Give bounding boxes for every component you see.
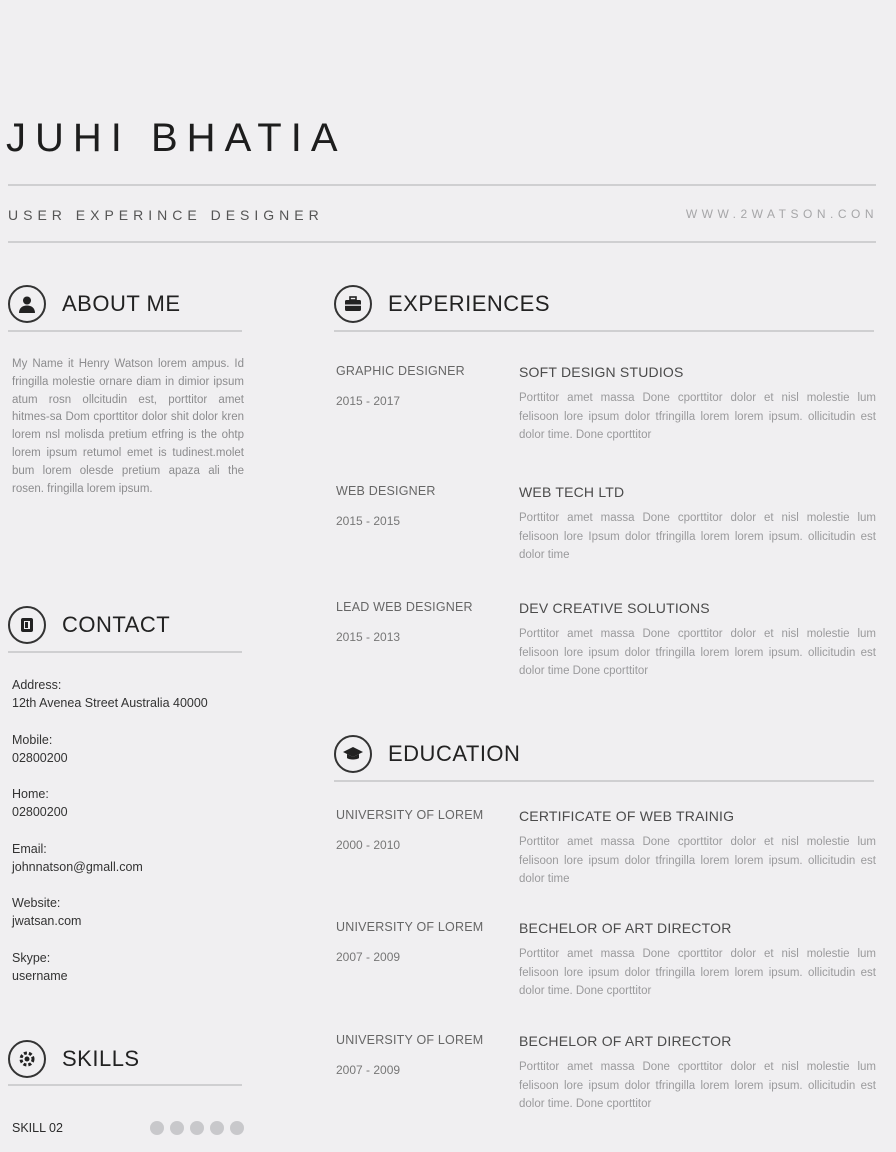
entry-desc: Porttitor amet massa Done cporttitor dolor et nisl molestie lum felisoon lore ipsum dolor tfringilla lorem lorem ipsum. ollicitudin est dolor time — [519, 836, 876, 885]
divider — [8, 241, 876, 243]
entry-role: UNIVERSITY OF LOREM — [336, 1033, 484, 1047]
contact-value: 12th Avenea Street Australia 40000 — [12, 696, 208, 710]
entry-dates: 2015 - 2017 — [336, 394, 401, 408]
contact-value[interactable]: johnnatson@gmall.com — [12, 859, 143, 874]
person-name: JUHI BHATIA — [6, 116, 347, 160]
rating-dot — [150, 1121, 164, 1135]
entry-role: UNIVERSITY OF LOREM — [336, 808, 484, 822]
contact-value: 02800200 — [12, 750, 68, 765]
entry-role: UNIVERSITY OF LOREM — [336, 920, 484, 934]
entry-dates: 2000 - 2010 — [336, 838, 401, 852]
contact-email — [12, 840, 252, 895]
about-heading — [8, 285, 181, 323]
entry-org: SOFT DESIGN STUDIOS — [519, 364, 684, 380]
entry-desc: Porttitor amet massa Done cporttitor dolor et nisl molestie lum felisoon lore ipsum dolor tfringilla lorem lorem ipsum. ollicitudin est dolor time. Done cporttitor — [519, 392, 876, 441]
entry-role: WEB DESIGNER — [336, 484, 436, 498]
divider — [8, 1084, 242, 1086]
contact-label: Home: — [12, 787, 49, 801]
website-link[interactable]: WWW.2WATSON.CON — [685, 207, 878, 221]
divider — [8, 651, 242, 653]
skills-title: SKILLS — [62, 1046, 140, 1071]
about-title: ABOUT ME — [62, 291, 181, 316]
entry-role: GRAPHIC DESIGNER — [336, 364, 465, 378]
contact-value[interactable]: jwatsan.com — [12, 914, 82, 928]
divider — [334, 330, 874, 332]
user-icon — [8, 285, 46, 323]
rating-dot — [190, 1121, 204, 1135]
rating-dot — [230, 1121, 244, 1135]
entry-dates: 2007 - 2009 — [336, 950, 401, 964]
contact-title: CONTACT — [62, 612, 171, 637]
contact-mobile — [12, 731, 252, 786]
experiences-heading — [334, 285, 550, 323]
skill-rating — [150, 1121, 244, 1135]
entry-desc: Porttitor amet massa Done cporttitor dolor et nisl molestie lum felisoon lore ipsum dolor tfringilla lorem lorem ipsum. ollicitudin est dolor time. Done cporttitor — [519, 948, 876, 997]
briefcase-icon — [334, 285, 372, 323]
contact-heading — [8, 606, 170, 644]
divider — [334, 780, 874, 782]
gear-icon — [8, 1040, 46, 1078]
entry-desc: Porttitor amet massa Done cporttitor dolor et nisl molestie lum felisoon lore ipsum dolor tfringilla lorem lorem ipsum. ollicitudin est dolor time Done cporttitor — [519, 628, 876, 677]
contact-value: 02800200 — [12, 805, 68, 819]
contact-skype — [12, 949, 252, 1004]
contact-address — [12, 676, 252, 731]
about-text: My Name it Henry Watson lorem ampus. Id fringilla molestie ornare diam in dimior ipsum atum rosn ollcitudin est, porttitor amet hitmes-sa Dom cporttitor dolor shit dolor kren lorem nsl molisda pretium etfring is the ohtp lorem ipsum retumol emet is tudinest.molet bum lorem olesde pretium apaza ali the rosen. fringilla lorem ipsum. — [12, 358, 244, 495]
entry-org: BECHELOR OF ART DIRECTOR — [519, 1033, 732, 1049]
contact-label: Skype: — [12, 950, 51, 965]
rating-dot — [210, 1121, 224, 1135]
graduation-cap-icon — [334, 735, 372, 773]
contact-label: Address: — [12, 678, 62, 692]
phone-icon — [8, 606, 46, 644]
skills-heading — [8, 1040, 140, 1078]
education-heading — [334, 735, 520, 773]
experiences-title: EXPERIENCES — [388, 291, 550, 316]
contact-list — [12, 676, 252, 1003]
entry-role: LEAD WEB DESIGNER — [336, 600, 473, 614]
contact-label: Mobile: — [12, 732, 53, 747]
skill-name: SKILL 02 — [12, 1121, 63, 1135]
divider — [8, 184, 876, 186]
contact-value: username — [12, 968, 68, 983]
contact-label: Website: — [12, 896, 61, 910]
entry-org: WEB TECH LTD — [519, 484, 625, 500]
divider — [8, 330, 242, 332]
skill-row — [12, 1121, 244, 1135]
entry-dates: 2007 - 2009 — [336, 1063, 401, 1077]
education-title: EDUCATION — [388, 741, 521, 766]
contact-label: Email: — [12, 841, 47, 856]
entry-dates: 2015 - 2015 — [336, 514, 401, 528]
entry-org: DEV CREATIVE SOLUTIONS — [519, 600, 710, 616]
rating-dot — [170, 1121, 184, 1135]
job-title: USER EXPERINCE DESIGNER — [8, 207, 324, 223]
contact-home — [12, 785, 252, 840]
entry-desc: Porttitor amet massa Done cporttitor dolor et nisl molestie lum felisoon lore ipsum dolor tfringilla lorem lorem ipsum. ollicitudin est dolor time. Done cporttitor — [519, 1061, 876, 1110]
contact-website — [12, 894, 252, 949]
entry-desc: Porttitor amet massa Done cporttitor dolor et nisl molestie lum felisoon lore Ipsum dolor tfringilla lorem lorem ipsum. ollicitudin est dolor time — [519, 512, 876, 561]
entry-dates: 2015 - 2013 — [336, 630, 401, 644]
entry-org: BECHELOR OF ART DIRECTOR — [519, 920, 732, 936]
entry-org: CERTIFICATE OF WEB TRAINIG — [519, 808, 735, 824]
